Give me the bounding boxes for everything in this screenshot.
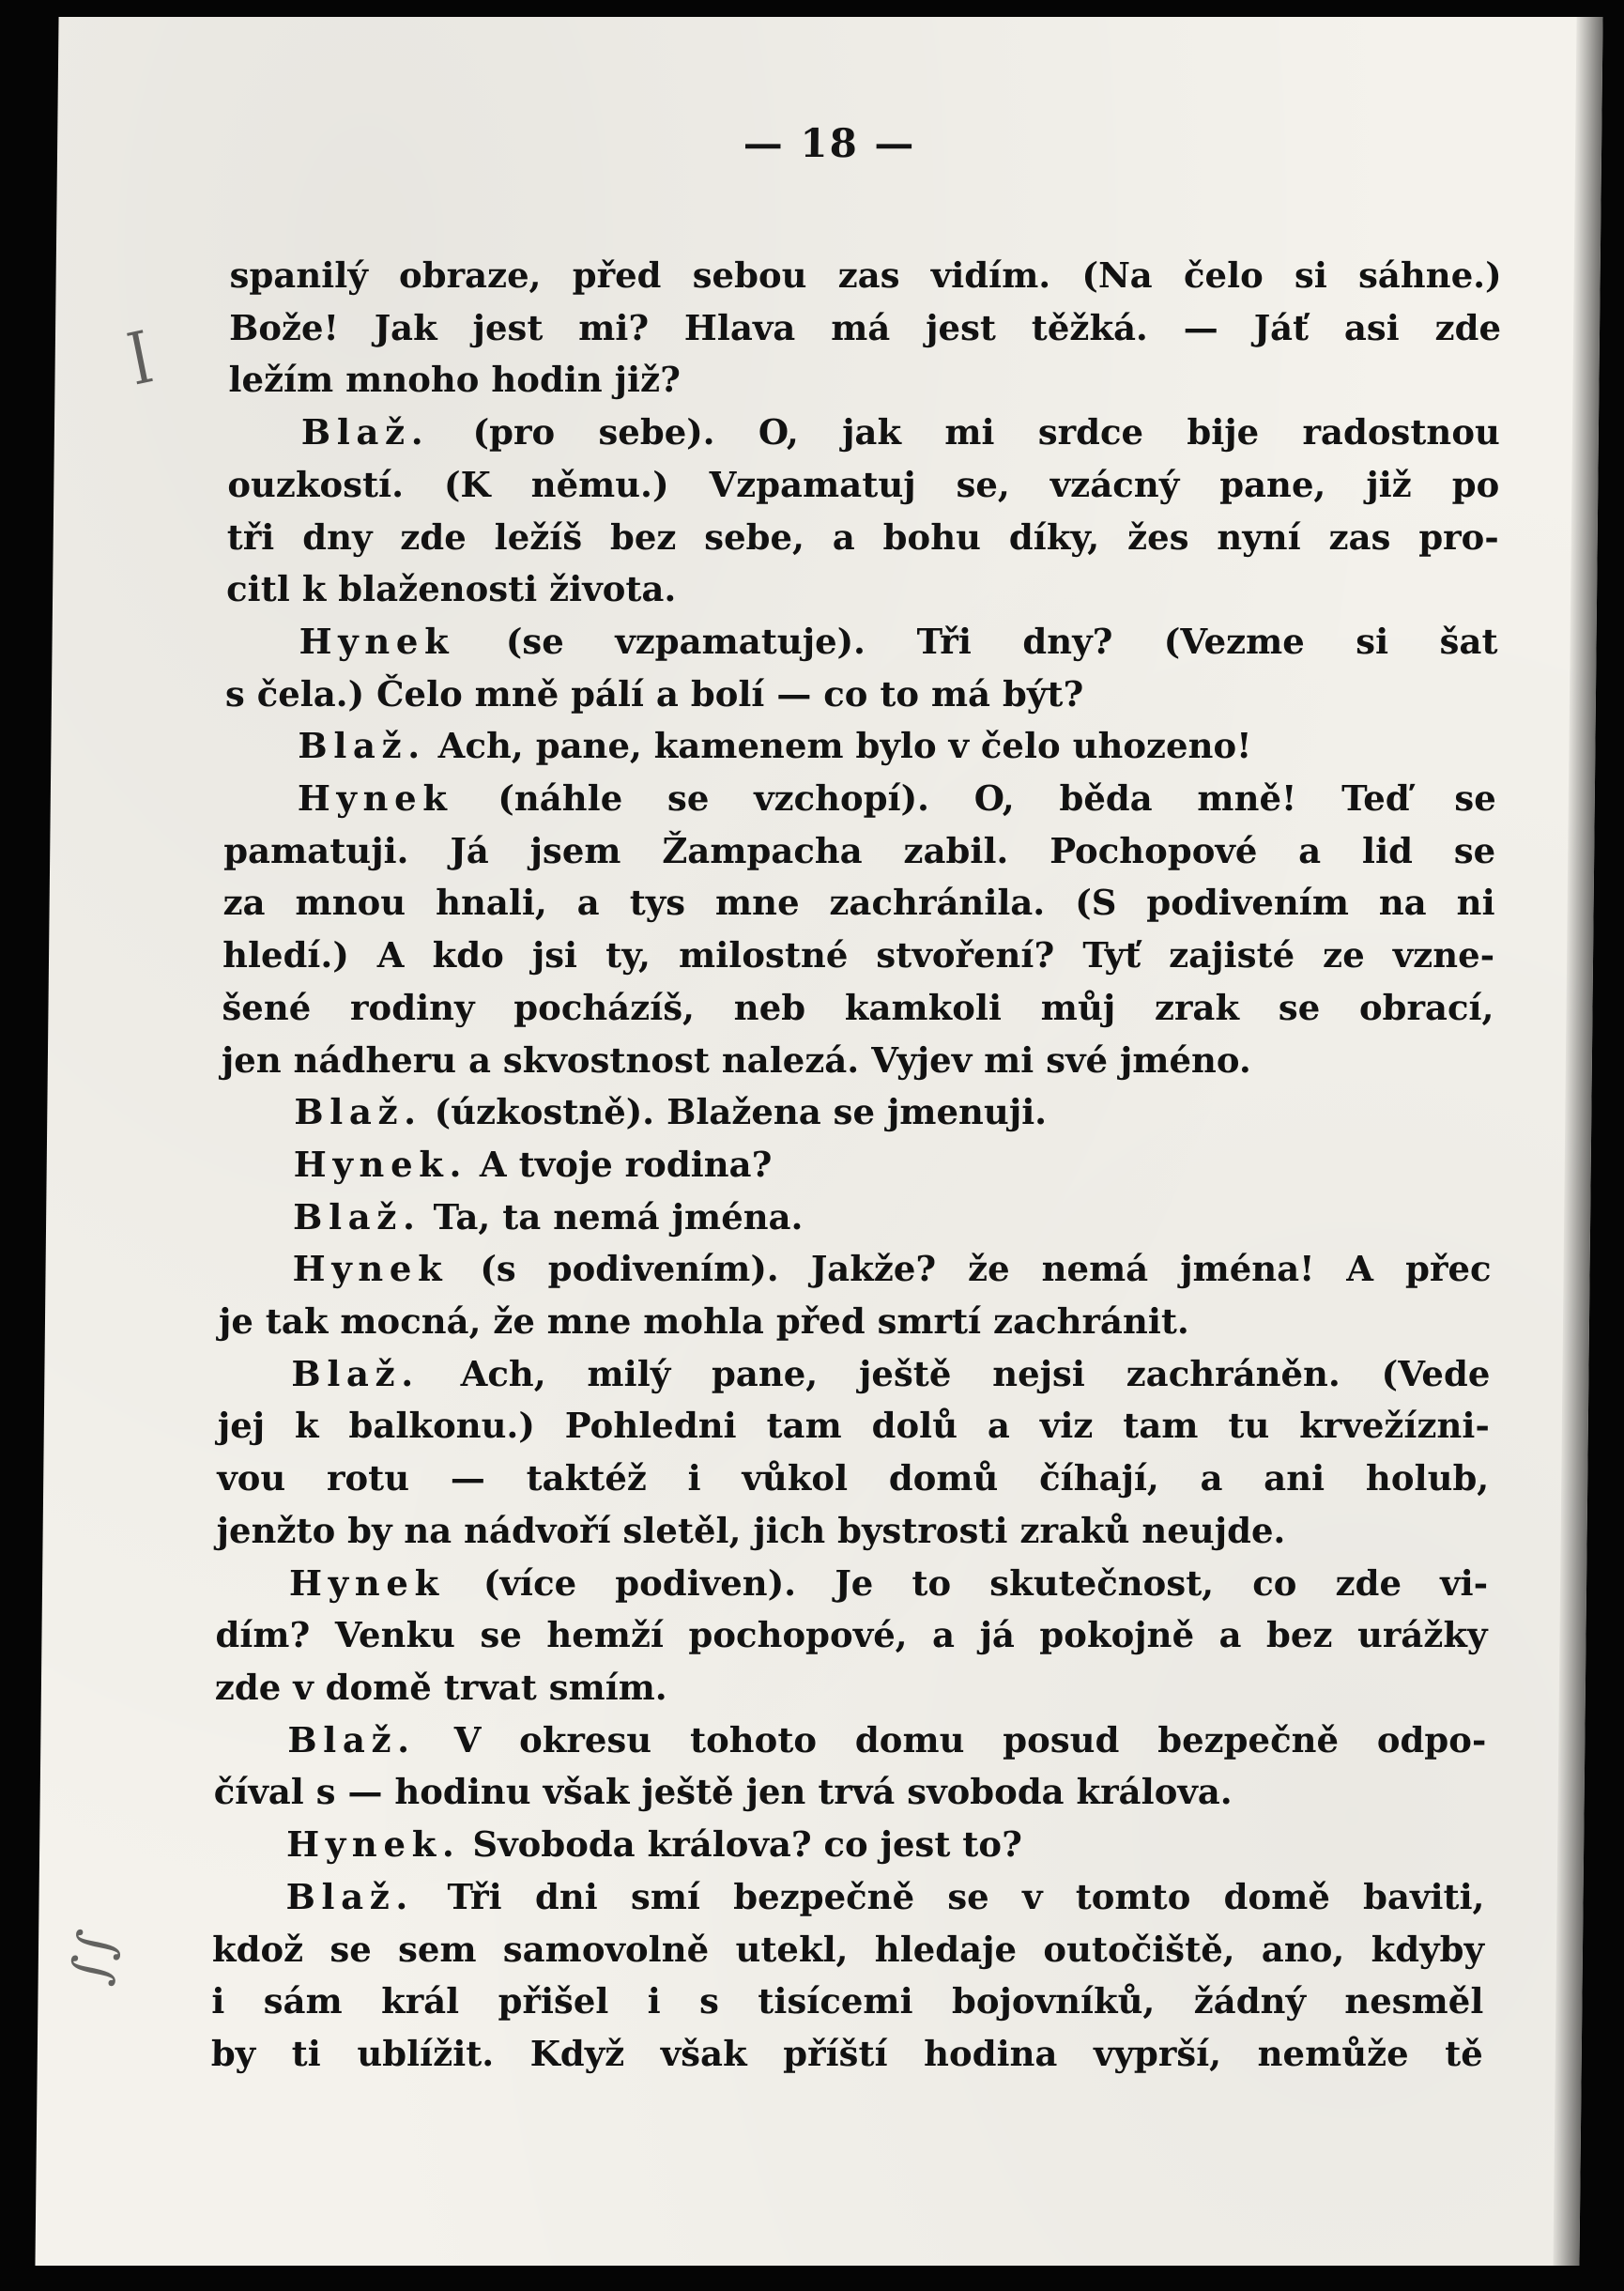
- text-line: [219, 1296, 1492, 1348]
- page-text: [211, 250, 1502, 2081]
- line-text: jej k balkonu.) Pohledni tam dolů a viz tam tu krvežízni-: [217, 1405, 1491, 1447]
- speaker-name: Blaž.: [294, 1091, 423, 1133]
- text-line: [215, 1609, 1488, 1662]
- margin-pencil-scribble: ∫∫: [58, 1926, 128, 1989]
- line-text: tři dny zde ležíš bez sebe, a bohu díky, žes nyní zas pro-: [226, 515, 1499, 558]
- line-text: A tvoje rodina?: [479, 1143, 773, 1185]
- text-line: [218, 1400, 1491, 1453]
- text-line: [212, 1924, 1485, 1976]
- line-text: šené rodiny pocházíš, neb kamkoli můj zrak se obrací,: [222, 986, 1494, 1028]
- text-line: [225, 669, 1498, 721]
- text-line: [218, 1348, 1491, 1401]
- speaker-name: Hynek: [297, 777, 453, 820]
- text-line: [213, 1819, 1486, 1871]
- text-line: [217, 1453, 1490, 1505]
- text-line: [222, 1035, 1494, 1087]
- line-text: jenžto by na nádvoří sletěl, jich bystrosti zraků neujde.: [216, 1509, 1286, 1551]
- speaker-name: Hynek.: [285, 1823, 461, 1866]
- text-line: [222, 877, 1495, 930]
- text-line: [216, 1505, 1489, 1558]
- text-line: [224, 720, 1497, 773]
- speaker-name: Blaž.: [287, 1718, 417, 1761]
- line-text: (více podiven). Je to skutečnost, co zde vi-: [483, 1561, 1489, 1604]
- line-text: s čela.) Čelo mně pálí a bolí — co to má být?: [224, 672, 1084, 715]
- speaker-name: Blaž.: [292, 1195, 421, 1238]
- line-text: V okresu tohoto domu posud bezpečně odpo-: [453, 1718, 1487, 1761]
- speaker-name: Blaž.: [298, 725, 427, 767]
- speaker-name: Hynek.: [293, 1143, 468, 1185]
- text-line: [214, 1714, 1487, 1767]
- line-text: hledí.) A kdo jsi ty, milostné stvoření? Tyť zajisté ze vzne-: [222, 934, 1495, 976]
- text-line: [227, 459, 1500, 512]
- book-page: [35, 17, 1602, 2266]
- speaker-name: Blaž.: [300, 411, 430, 454]
- line-text: číval s — hodinu však ještě jen trvá svoboda králova.: [213, 1771, 1233, 1813]
- page-number: — 18 —: [743, 120, 916, 166]
- line-text: spanilý obraze, před sebou zas vidím. (Na čelo si sáhne.): [229, 254, 1502, 296]
- speaker-name: Blaž.: [291, 1352, 421, 1394]
- text-line: [228, 407, 1501, 459]
- line-text: vou rotu — taktéž i vůkol domů číhají, a ani holub,: [217, 1457, 1490, 1499]
- text-line: [222, 930, 1495, 982]
- line-text: Svoboda králova? co jest to?: [472, 1823, 1023, 1866]
- text-line: [211, 2028, 1484, 2081]
- text-line: [222, 982, 1494, 1035]
- text-line: [213, 1766, 1486, 1819]
- text-line: [228, 354, 1501, 407]
- text-line: [220, 1192, 1493, 1244]
- line-text: (se vzpamatuje). Tři dny? (Vezme si šat: [505, 620, 1498, 662]
- line-text: (s podivením). Jakže? že nemá jména! A přec: [480, 1248, 1492, 1290]
- line-text: Bože! Jak jest mi? Hlava má jest těžká. — Jáť asi zde: [228, 306, 1502, 348]
- line-text: pamatuji. Já jsem Žampacha zabil. Pochopové a lid se: [223, 829, 1496, 871]
- speaker-name: Hynek: [288, 1561, 446, 1604]
- text-line: [216, 1558, 1489, 1610]
- line-text: (náhle se vzchopí). O, běda mně! Teď se: [498, 777, 1497, 820]
- text-line: [220, 1139, 1493, 1192]
- text-line: [215, 1662, 1488, 1714]
- text-line: [225, 616, 1498, 669]
- text-line: [226, 512, 1499, 564]
- line-text: Ach, pane, kamenem bylo v čelo uhozeno!: [437, 725, 1252, 767]
- line-text: zde v domě trvat smím.: [214, 1666, 668, 1708]
- line-text: Ta, ta nemá jména.: [433, 1195, 804, 1238]
- line-text: je tak mocná, že mne mohla před smrtí zachránit.: [218, 1300, 1190, 1343]
- text-line: [229, 302, 1502, 355]
- text-line: [219, 1243, 1492, 1296]
- speaker-name: Hynek: [292, 1248, 449, 1290]
- line-text: (pro sebe). O, jak mi srdce bije radostnou: [472, 411, 1501, 454]
- line-text: by ti ublížit. Když však příští hodina vyprší, nemůže tě: [210, 2032, 1484, 2074]
- speaker-name: Hynek: [299, 620, 455, 662]
- line-text: (úzkostně). Blažena se jmenuji.: [434, 1091, 1048, 1133]
- line-text: dím? Venku se hemží pochopové, a já pokojně a bez urážky: [215, 1614, 1488, 1656]
- text-line: [221, 1086, 1494, 1139]
- line-text: Ach, milý pane, ještě nejsi zachráněn. (Vede: [460, 1352, 1491, 1394]
- text-line: [223, 825, 1496, 878]
- text-line: [226, 563, 1499, 616]
- line-text: za mnou hnali, a tys mne zachránila. (S podivením na ni: [222, 882, 1495, 924]
- text-line: [212, 1871, 1485, 1924]
- line-text: Tři dni smí bezpečně se v tomto domě baviti,: [447, 1875, 1485, 1917]
- line-text: jen nádheru a skvostnost nalezá. Vyjev mi své jméno.: [221, 1038, 1252, 1081]
- line-text: ouzkostí. (K němu.) Vzpamatuj se, vzácný pane, již po: [227, 463, 1500, 505]
- text-line: [229, 250, 1502, 302]
- text-line: [211, 1976, 1484, 2028]
- line-text: ležím mnoho hodin již?: [228, 359, 682, 401]
- line-text: kdož se sem samovolně utekl, hledaje outočiště, ano, kdyby: [211, 1928, 1485, 1970]
- line-text: i sám král přišel i s tisícemi bojovníků, žádný nesměl: [211, 1980, 1484, 2022]
- line-text: citl k blaženosti života.: [225, 568, 677, 610]
- speaker-name: Blaž.: [285, 1875, 415, 1917]
- margin-pencil-mark: ꟾ: [123, 330, 160, 399]
- text-line: [224, 773, 1497, 825]
